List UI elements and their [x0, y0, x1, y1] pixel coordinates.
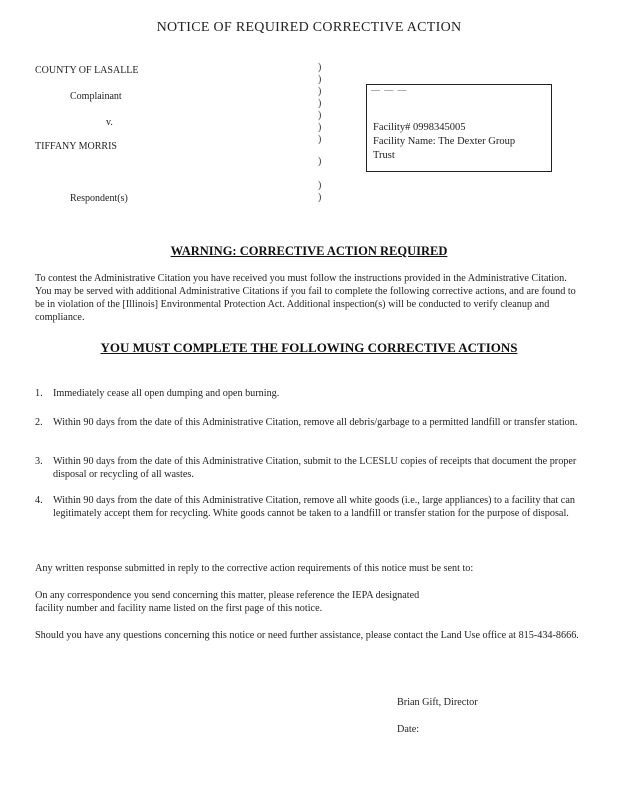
response-paragraph: Any written response submitted in reply to the corrective action requirements of this notice must be sent to: [35, 563, 474, 574]
questions-paragraph: Should you have any questions concerning this notice or need further assistance, please contact the Land Use office at 815-434-8666. [35, 630, 579, 641]
warning-paragraph: To contest the Administrative Citation you have received you must follow the instructions provided in the Administrative Citation. You may be served with additional Administrative Citations if you fail to complete the following corrective actions, and are found to be in violation of the [Illinois] Environmental Protection Act. Additional inspection(s) will be conducted to verify cleanup and compliance. [35, 273, 576, 323]
facility-number: Facility# 0998345005 [373, 122, 466, 133]
date-label: Date: [397, 724, 420, 735]
complainant-label: Complainant [70, 91, 122, 102]
action-item-4 [35, 494, 580, 520]
paren: ) [318, 86, 322, 97]
respondent-name: TIFFANY MORRIS [35, 141, 117, 152]
action-number: 4. [35, 495, 43, 506]
paren: ) [318, 180, 322, 191]
paren: ) [318, 156, 322, 167]
facility-box [366, 84, 552, 172]
action-item-1 [35, 387, 580, 400]
action-number: 2. [35, 417, 43, 428]
paren: ) [318, 110, 322, 121]
action-item-3 [35, 455, 580, 481]
action-text: Within 90 days from the date of this Administrative Citation, submit to the LCESLU copies of receipts that document the proper disposal or recycling of all wastes. [53, 456, 577, 480]
signature-name: Brian Gift, Director [397, 697, 478, 708]
action-text: Within 90 days from the date of this Administrative Citation, remove all debris/garbage to a permitted landfill or transfer station. [53, 417, 578, 428]
correspondence-line-2: facility number and facility name listed on the first page of this notice. [35, 603, 323, 614]
box-top-mark: — — — [371, 85, 408, 95]
paren: ) [318, 192, 322, 203]
action-number: 3. [35, 456, 43, 467]
facility-name-line-1: Facility Name: The Dexter Group [373, 136, 516, 147]
paren: ) [318, 134, 322, 145]
versus-label: v. [106, 117, 113, 128]
action-number: 1. [35, 388, 43, 399]
paren: ) [318, 98, 322, 109]
paren: ) [318, 122, 322, 133]
warning-heading: WARNING: CORRECTIVE ACTION REQUIRED [170, 244, 448, 258]
facility-name-line-2: Trust [373, 150, 395, 161]
paren: ) [318, 74, 322, 85]
page-title: NOTICE OF REQUIRED CORRECTIVE ACTION [156, 20, 462, 35]
respondent-label: Respondent(s) [70, 193, 128, 204]
action-text: Immediately cease all open dumping and open burning. [53, 388, 280, 399]
action-text: Within 90 days from the date of this Administrative Citation, remove all white goods (i.e., large appliances) to a facility that can legitimately accept them for recycling. White goods cannot be taken to a landfill or transfer station for the purpose of disposal. [53, 495, 575, 519]
correspondence-line-1: On any correspondence you send concerning this matter, please reference the IEPA designated [35, 590, 420, 601]
county-name: COUNTY OF LASALLE [35, 65, 139, 76]
action-item-2 [35, 416, 580, 429]
actions-heading: YOU MUST COMPLETE THE FOLLOWING CORRECTIVE ACTIONS [100, 340, 518, 355]
paren: ) [318, 62, 322, 73]
